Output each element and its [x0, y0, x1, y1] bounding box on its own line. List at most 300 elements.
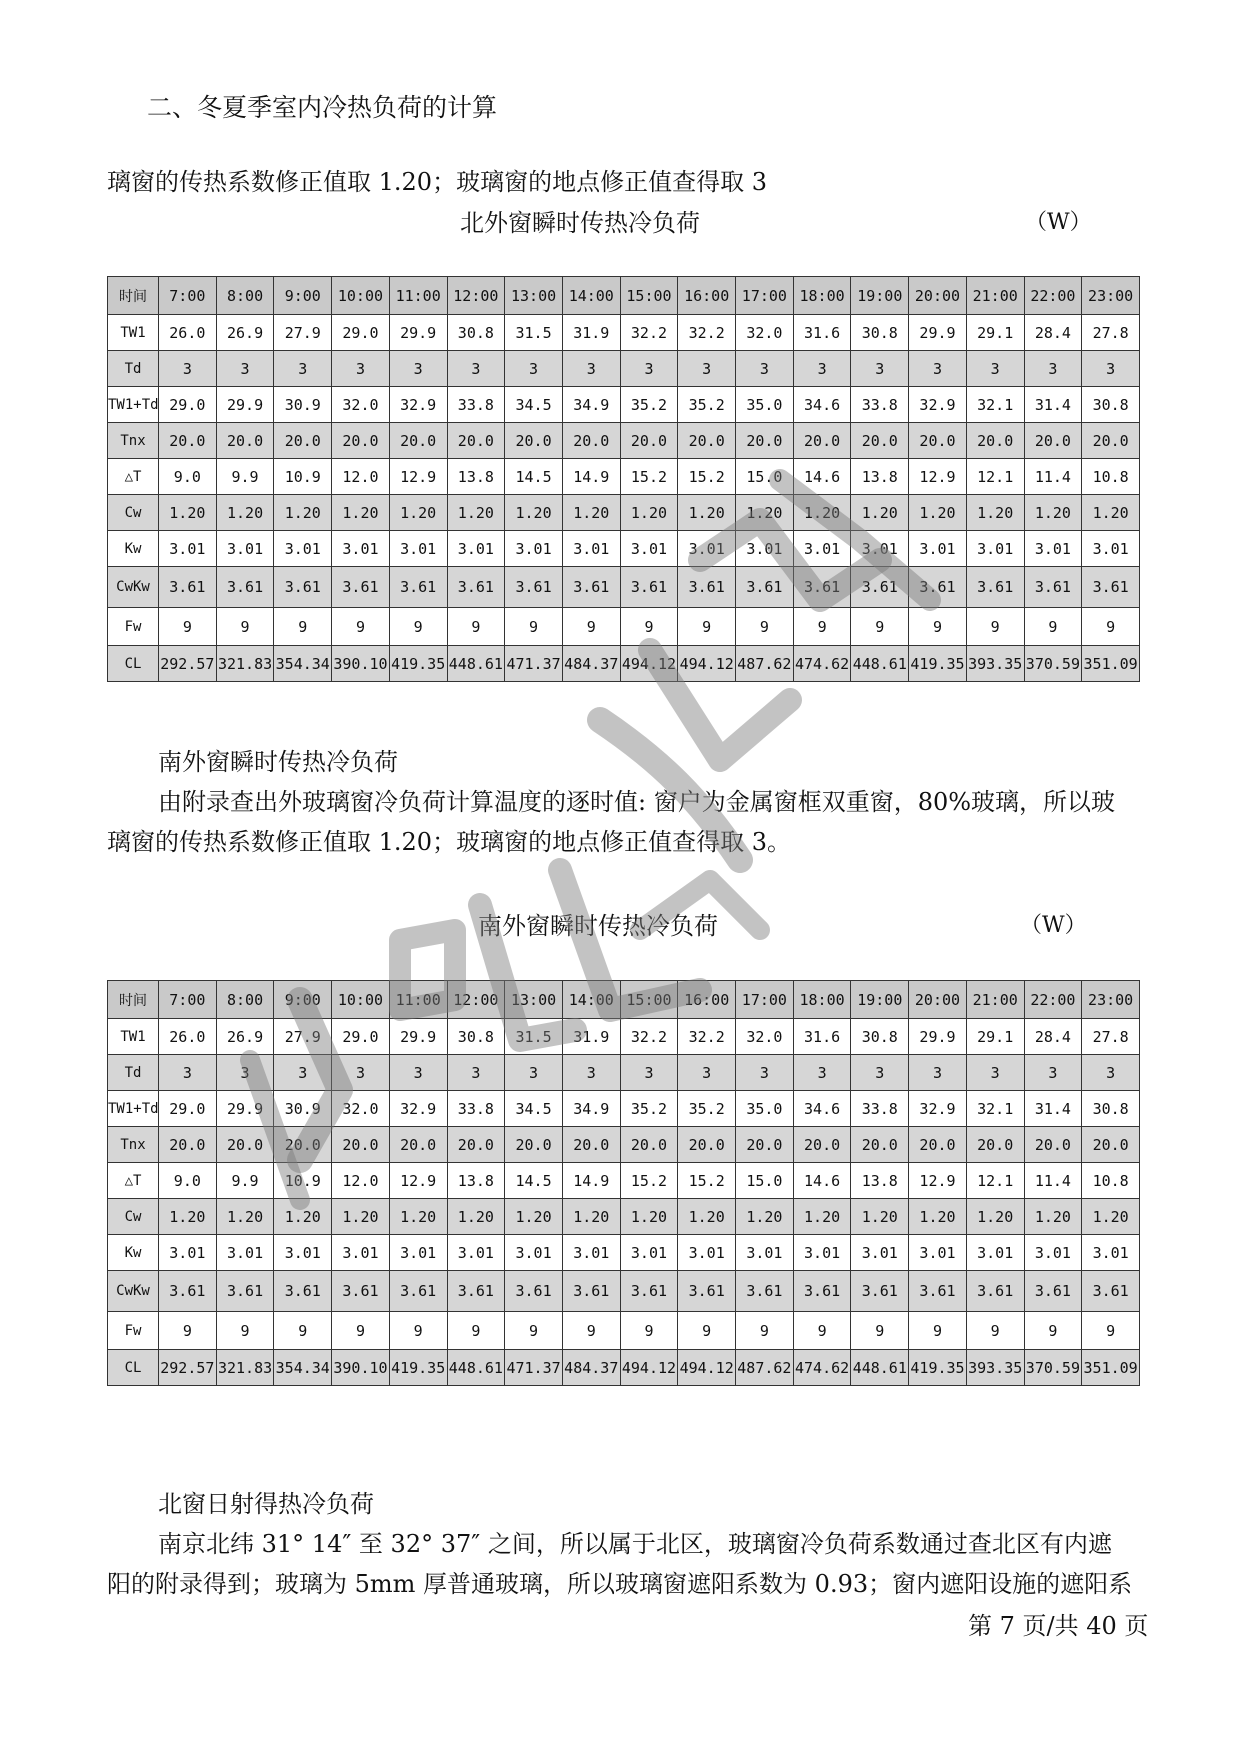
value-cell: 370.59 — [1024, 646, 1082, 682]
value-cell: 3.01 — [562, 1235, 620, 1271]
value-cell: 12.1 — [966, 459, 1024, 495]
value-cell: 3 — [678, 351, 736, 387]
value-cell: 3 — [793, 1055, 851, 1091]
table-row — [108, 567, 1140, 608]
value-cell: 354.34 — [274, 646, 332, 682]
table-row — [108, 1019, 1140, 1055]
table-row — [108, 1199, 1140, 1235]
row-label-cell: CL — [108, 646, 159, 682]
time-header-cell: 22:00 — [1024, 981, 1082, 1019]
value-cell: 15.2 — [620, 1163, 678, 1199]
value-cell: 35.2 — [620, 1091, 678, 1127]
value-cell: 30.8 — [447, 1019, 505, 1055]
value-cell: 29.9 — [216, 387, 274, 423]
value-cell: 1.20 — [966, 1199, 1024, 1235]
value-cell: 3 — [274, 1055, 332, 1091]
value-cell: 12.1 — [966, 1163, 1024, 1199]
value-cell: 3.61 — [851, 1271, 909, 1312]
value-cell: 1.20 — [851, 495, 909, 531]
value-cell: 30.8 — [851, 315, 909, 351]
value-cell: 14.5 — [505, 459, 563, 495]
value-cell: 3 — [620, 351, 678, 387]
value-cell: 1.20 — [736, 1199, 794, 1235]
value-cell: 3 — [678, 1055, 736, 1091]
value-cell: 1.20 — [216, 1199, 274, 1235]
value-cell: 9 — [851, 1312, 909, 1350]
value-cell: 3.01 — [966, 531, 1024, 567]
value-cell: 29.1 — [966, 315, 1024, 351]
value-cell: 35.2 — [620, 387, 678, 423]
value-cell: 1.20 — [562, 495, 620, 531]
value-cell: 3.61 — [851, 567, 909, 608]
value-cell: 9 — [216, 1312, 274, 1350]
value-cell: 29.9 — [389, 1019, 447, 1055]
value-cell: 1.20 — [620, 1199, 678, 1235]
table-row — [108, 495, 1140, 531]
value-cell: 471.37 — [505, 646, 563, 682]
value-cell: 3.01 — [909, 1235, 967, 1271]
row-label-cell: Cw — [108, 1199, 159, 1235]
value-cell: 3.01 — [1024, 531, 1082, 567]
value-cell: 1.20 — [1082, 495, 1140, 531]
value-cell: 15.2 — [678, 1163, 736, 1199]
row-label-cell: △T — [108, 1163, 159, 1199]
row-label-cell: CwKw — [108, 567, 159, 608]
time-header-cell: 11:00 — [389, 981, 447, 1019]
value-cell: 9 — [562, 608, 620, 646]
time-header-cell: 16:00 — [678, 277, 736, 315]
value-cell: 3.61 — [332, 567, 390, 608]
value-cell: 9 — [678, 608, 736, 646]
time-header-cell: 19:00 — [851, 981, 909, 1019]
row-label-cell: Cw — [108, 495, 159, 531]
time-header-cell: 13:00 — [505, 981, 563, 1019]
value-cell: 20.0 — [1082, 423, 1140, 459]
time-header-cell: 23:00 — [1082, 981, 1140, 1019]
table-row — [108, 646, 1140, 682]
time-header-cell: 20:00 — [909, 277, 967, 315]
row-label-cell: △T — [108, 459, 159, 495]
value-cell: 3.01 — [274, 531, 332, 567]
value-cell: 3.01 — [620, 531, 678, 567]
value-cell: 9 — [620, 1312, 678, 1350]
value-cell: 3 — [851, 1055, 909, 1091]
value-cell: 494.12 — [620, 1350, 678, 1386]
value-cell: 28.4 — [1024, 1019, 1082, 1055]
value-cell: 351.09 — [1082, 1350, 1140, 1386]
south-section-title: 南外窗瞬时传热冷负荷 — [158, 748, 398, 776]
value-cell: 30.8 — [1082, 387, 1140, 423]
value-cell: 32.9 — [389, 1091, 447, 1127]
value-cell: 3.01 — [909, 531, 967, 567]
time-header-cell: 8:00 — [216, 981, 274, 1019]
value-cell: 3.01 — [447, 1235, 505, 1271]
value-cell: 32.2 — [620, 1019, 678, 1055]
value-cell: 1.20 — [620, 495, 678, 531]
value-cell: 3.01 — [332, 1235, 390, 1271]
value-cell: 3 — [909, 1055, 967, 1091]
value-cell: 471.37 — [505, 1350, 563, 1386]
table1-unit: （W） — [1025, 210, 1092, 235]
value-cell: 1.20 — [1024, 1199, 1082, 1235]
value-cell: 20.0 — [620, 1127, 678, 1163]
value-cell: 3.61 — [678, 567, 736, 608]
value-cell: 20.0 — [216, 423, 274, 459]
value-cell: 3 — [216, 1055, 274, 1091]
value-cell: 3 — [1082, 1055, 1140, 1091]
value-cell: 20.0 — [274, 1127, 332, 1163]
value-cell: 494.12 — [620, 646, 678, 682]
value-cell: 28.4 — [1024, 315, 1082, 351]
value-cell: 29.0 — [332, 1019, 390, 1055]
value-cell: 15.0 — [736, 459, 794, 495]
value-cell: 3 — [793, 351, 851, 387]
value-cell: 9 — [678, 1312, 736, 1350]
value-cell: 15.0 — [736, 1163, 794, 1199]
value-cell: 3.01 — [736, 531, 794, 567]
value-cell: 3.61 — [505, 1271, 563, 1312]
value-cell: 3.61 — [620, 1271, 678, 1312]
value-cell: 30.8 — [447, 315, 505, 351]
value-cell: 20.0 — [736, 1127, 794, 1163]
time-header-cell: 21:00 — [966, 981, 1024, 1019]
value-cell: 29.9 — [909, 315, 967, 351]
value-cell: 351.09 — [1082, 646, 1140, 682]
value-cell: 9 — [1024, 1312, 1082, 1350]
page-number: 第 7 页/共 40 页 — [968, 1612, 1149, 1640]
value-cell: 3 — [966, 1055, 1024, 1091]
value-cell: 393.35 — [966, 646, 1024, 682]
value-cell: 9 — [909, 1312, 967, 1350]
value-cell: 33.8 — [851, 1091, 909, 1127]
value-cell: 15.2 — [678, 459, 736, 495]
value-cell: 33.8 — [447, 387, 505, 423]
value-cell: 29.0 — [332, 315, 390, 351]
value-cell: 448.61 — [851, 1350, 909, 1386]
value-cell: 20.0 — [389, 1127, 447, 1163]
value-cell: 9 — [736, 1312, 794, 1350]
value-cell: 1.20 — [793, 1199, 851, 1235]
table-row — [108, 531, 1140, 567]
value-cell: 3 — [389, 1055, 447, 1091]
value-cell: 20.0 — [159, 423, 217, 459]
value-cell: 33.8 — [851, 387, 909, 423]
table-row — [108, 351, 1140, 387]
value-cell: 9 — [1024, 608, 1082, 646]
value-cell: 29.0 — [159, 387, 217, 423]
value-cell: 1.20 — [562, 1199, 620, 1235]
table-header-row — [108, 981, 1140, 1019]
value-cell: 3 — [620, 1055, 678, 1091]
value-cell: 484.37 — [562, 1350, 620, 1386]
value-cell: 10.9 — [274, 459, 332, 495]
value-cell: 3 — [447, 351, 505, 387]
value-cell: 12.9 — [389, 1163, 447, 1199]
value-cell: 3 — [736, 1055, 794, 1091]
value-cell: 1.20 — [678, 495, 736, 531]
value-cell: 3 — [216, 351, 274, 387]
value-cell: 10.9 — [274, 1163, 332, 1199]
table-row — [108, 1312, 1140, 1350]
north-solar-paragraph-line-1: 南京北纬 31° 14″ 至 32° 37″ 之间，所以属于北区，玻璃窗冷负荷系数通过查北区有内遮 — [158, 1530, 1112, 1558]
value-cell: 20.0 — [736, 423, 794, 459]
value-cell: 35.2 — [678, 1091, 736, 1127]
value-cell: 10.8 — [1082, 1163, 1140, 1199]
value-cell: 20.0 — [447, 423, 505, 459]
value-cell: 9.0 — [159, 1163, 217, 1199]
time-header-cell: 17:00 — [736, 277, 794, 315]
south-window-load-table — [107, 980, 1140, 1386]
south-paragraph-line-1: 由附录查出外玻璃窗冷负荷计算温度的逐时值: 窗户为金属窗框双重窗，80%玻璃，所以玻 — [158, 788, 1116, 816]
table-row — [108, 423, 1140, 459]
south-paragraph-line-2: 璃窗的传热系数修正值取 1.20；玻璃窗的地点修正值查得取 3。 — [107, 828, 791, 856]
value-cell: 31.6 — [793, 315, 851, 351]
time-header-cell: 17:00 — [736, 981, 794, 1019]
value-cell: 26.9 — [216, 1019, 274, 1055]
north-solar-section-title: 北窗日射得热冷负荷 — [158, 1490, 374, 1518]
value-cell: 9 — [736, 608, 794, 646]
value-cell: 487.62 — [736, 646, 794, 682]
value-cell: 1.20 — [505, 495, 563, 531]
value-cell: 9 — [274, 608, 332, 646]
value-cell: 3 — [562, 1055, 620, 1091]
row-label-cell: Td — [108, 1055, 159, 1091]
value-cell: 3.61 — [447, 1271, 505, 1312]
table2-unit: （W） — [1020, 913, 1087, 938]
value-cell: 3.61 — [562, 1271, 620, 1312]
value-cell: 393.35 — [966, 1350, 1024, 1386]
value-cell: 30.8 — [851, 1019, 909, 1055]
value-cell: 11.4 — [1024, 459, 1082, 495]
value-cell: 3 — [1024, 1055, 1082, 1091]
value-cell: 1.20 — [274, 495, 332, 531]
value-cell: 3.01 — [966, 1235, 1024, 1271]
value-cell: 9 — [274, 1312, 332, 1350]
value-cell: 34.6 — [793, 387, 851, 423]
table1-caption: 北外窗瞬时传热冷负荷 — [460, 209, 700, 237]
value-cell: 292.57 — [159, 646, 217, 682]
value-cell: 20.0 — [851, 423, 909, 459]
value-cell: 20.0 — [620, 423, 678, 459]
value-cell: 3.61 — [793, 1271, 851, 1312]
value-cell: 3.01 — [736, 1235, 794, 1271]
value-cell: 14.9 — [562, 1163, 620, 1199]
value-cell: 14.6 — [793, 1163, 851, 1199]
value-cell: 1.20 — [389, 495, 447, 531]
value-cell: 3 — [332, 1055, 390, 1091]
value-cell: 29.9 — [216, 1091, 274, 1127]
intro-line: 璃窗的传热系数修正值取 1.20；玻璃窗的地点修正值查得取 3 — [107, 168, 767, 196]
value-cell: 3.01 — [851, 1235, 909, 1271]
value-cell: 9 — [966, 608, 1024, 646]
value-cell: 20.0 — [505, 1127, 563, 1163]
value-cell: 35.0 — [736, 1091, 794, 1127]
row-label-cell: TW1 — [108, 315, 159, 351]
value-cell: 3 — [447, 1055, 505, 1091]
value-cell: 20.0 — [1024, 1127, 1082, 1163]
value-cell: 3.61 — [447, 567, 505, 608]
value-cell: 32.0 — [736, 315, 794, 351]
value-cell: 14.9 — [562, 459, 620, 495]
value-cell: 20.0 — [216, 1127, 274, 1163]
value-cell: 3 — [159, 1055, 217, 1091]
value-cell: 12.9 — [909, 459, 967, 495]
value-cell: 20.0 — [159, 1127, 217, 1163]
value-cell: 419.35 — [909, 1350, 967, 1386]
value-cell: 13.8 — [447, 1163, 505, 1199]
value-cell: 9.9 — [216, 459, 274, 495]
row-label-cell: Fw — [108, 608, 159, 646]
row-label-cell: CwKw — [108, 1271, 159, 1312]
value-cell: 20.0 — [678, 423, 736, 459]
value-cell: 3.61 — [1082, 1271, 1140, 1312]
value-cell: 3.01 — [216, 531, 274, 567]
value-cell: 27.9 — [274, 1019, 332, 1055]
time-header-cell: 7:00 — [159, 277, 217, 315]
value-cell: 32.2 — [678, 315, 736, 351]
value-cell: 9 — [216, 608, 274, 646]
value-cell: 32.9 — [909, 387, 967, 423]
value-cell: 3.61 — [332, 1271, 390, 1312]
value-cell: 13.8 — [447, 459, 505, 495]
time-header-cell: 15:00 — [620, 981, 678, 1019]
value-cell: 10.8 — [1082, 459, 1140, 495]
time-header-cell: 15:00 — [620, 277, 678, 315]
value-cell: 1.20 — [505, 1199, 563, 1235]
value-cell: 20.0 — [909, 1127, 967, 1163]
value-cell: 3.61 — [389, 1271, 447, 1312]
value-cell: 9 — [447, 608, 505, 646]
value-cell: 3.61 — [505, 567, 563, 608]
time-header-cell: 14:00 — [562, 277, 620, 315]
value-cell: 474.62 — [793, 646, 851, 682]
time-header-cell: 21:00 — [966, 277, 1024, 315]
value-cell: 9 — [447, 1312, 505, 1350]
value-cell: 390.10 — [332, 646, 390, 682]
value-cell: 1.20 — [1082, 1199, 1140, 1235]
value-cell: 419.35 — [389, 646, 447, 682]
value-cell: 1.20 — [332, 495, 390, 531]
time-header-cell: 11:00 — [389, 277, 447, 315]
value-cell: 9 — [966, 1312, 1024, 1350]
value-cell: 31.4 — [1024, 1091, 1082, 1127]
value-cell: 14.5 — [505, 1163, 563, 1199]
value-cell: 32.1 — [966, 1091, 1024, 1127]
value-cell: 27.9 — [274, 315, 332, 351]
value-cell: 20.0 — [505, 423, 563, 459]
value-cell: 3.61 — [736, 1271, 794, 1312]
section-heading: 二、冬夏季室内冷热负荷的计算 — [147, 93, 498, 122]
table2-caption: 南外窗瞬时传热冷负荷 — [478, 912, 718, 940]
value-cell: 9 — [1082, 1312, 1140, 1350]
table-row — [108, 1271, 1140, 1312]
value-cell: 3.01 — [159, 1235, 217, 1271]
value-cell: 3.01 — [793, 1235, 851, 1271]
value-cell: 1.20 — [909, 1199, 967, 1235]
value-cell: 3.61 — [620, 567, 678, 608]
value-cell: 3.61 — [562, 567, 620, 608]
value-cell: 27.8 — [1082, 1019, 1140, 1055]
value-cell: 9.9 — [216, 1163, 274, 1199]
value-cell: 9 — [332, 1312, 390, 1350]
value-cell: 20.0 — [793, 1127, 851, 1163]
value-cell: 3.01 — [678, 1235, 736, 1271]
row-label-cell: Tnx — [108, 423, 159, 459]
value-cell: 3 — [505, 1055, 563, 1091]
value-cell: 20.0 — [1024, 423, 1082, 459]
value-cell: 3.01 — [274, 1235, 332, 1271]
value-cell: 3.01 — [1024, 1235, 1082, 1271]
value-cell: 15.2 — [620, 459, 678, 495]
value-cell: 494.12 — [678, 1350, 736, 1386]
value-cell: 9.0 — [159, 459, 217, 495]
time-header-cell: 9:00 — [274, 277, 332, 315]
table-row — [108, 1235, 1140, 1271]
value-cell: 3.01 — [678, 531, 736, 567]
value-cell: 29.1 — [966, 1019, 1024, 1055]
value-cell: 20.0 — [851, 1127, 909, 1163]
table-row — [108, 1127, 1140, 1163]
value-cell: 3.61 — [678, 1271, 736, 1312]
value-cell: 3.61 — [216, 567, 274, 608]
value-cell: 30.8 — [1082, 1091, 1140, 1127]
value-cell: 20.0 — [274, 423, 332, 459]
table-row — [108, 608, 1140, 646]
value-cell: 34.9 — [562, 387, 620, 423]
value-cell: 12.0 — [332, 1163, 390, 1199]
value-cell: 20.0 — [678, 1127, 736, 1163]
value-cell: 12.9 — [389, 459, 447, 495]
row-label-cell: Fw — [108, 1312, 159, 1350]
value-cell: 3 — [966, 351, 1024, 387]
value-cell: 3.01 — [447, 531, 505, 567]
value-cell: 3.61 — [909, 1271, 967, 1312]
value-cell: 3 — [274, 351, 332, 387]
time-header-cell: 8:00 — [216, 277, 274, 315]
north-solar-paragraph-line-2: 阳的附录得到；玻璃为 5mm 厚普通玻璃，所以玻璃窗遮阳系数为 0.93；窗内遮阳设施的遮阳系 — [107, 1570, 1133, 1598]
value-cell: 9 — [159, 608, 217, 646]
time-header-cell: 20:00 — [909, 981, 967, 1019]
value-cell: 3.01 — [389, 1235, 447, 1271]
value-cell: 3.61 — [1082, 567, 1140, 608]
value-cell: 3 — [1082, 351, 1140, 387]
value-cell: 20.0 — [562, 1127, 620, 1163]
value-cell: 31.6 — [793, 1019, 851, 1055]
value-cell: 31.4 — [1024, 387, 1082, 423]
value-cell: 32.1 — [966, 387, 1024, 423]
value-cell: 20.0 — [909, 423, 967, 459]
value-cell: 31.5 — [505, 1019, 563, 1055]
value-cell: 3 — [1024, 351, 1082, 387]
value-cell: 419.35 — [909, 646, 967, 682]
value-cell: 292.57 — [159, 1350, 217, 1386]
time-header-cell: 22:00 — [1024, 277, 1082, 315]
value-cell: 448.61 — [851, 646, 909, 682]
value-cell: 9 — [562, 1312, 620, 1350]
value-cell: 29.9 — [389, 315, 447, 351]
value-cell: 32.9 — [389, 387, 447, 423]
value-cell: 1.20 — [1024, 495, 1082, 531]
north-window-load-table — [107, 276, 1140, 682]
row-label-cell: TW1 — [108, 1019, 159, 1055]
value-cell: 31.5 — [505, 315, 563, 351]
value-cell: 30.9 — [274, 1091, 332, 1127]
value-cell: 20.0 — [447, 1127, 505, 1163]
value-cell: 35.2 — [678, 387, 736, 423]
time-header-cell: 18:00 — [793, 981, 851, 1019]
value-cell: 419.35 — [389, 1350, 447, 1386]
value-cell: 354.34 — [274, 1350, 332, 1386]
